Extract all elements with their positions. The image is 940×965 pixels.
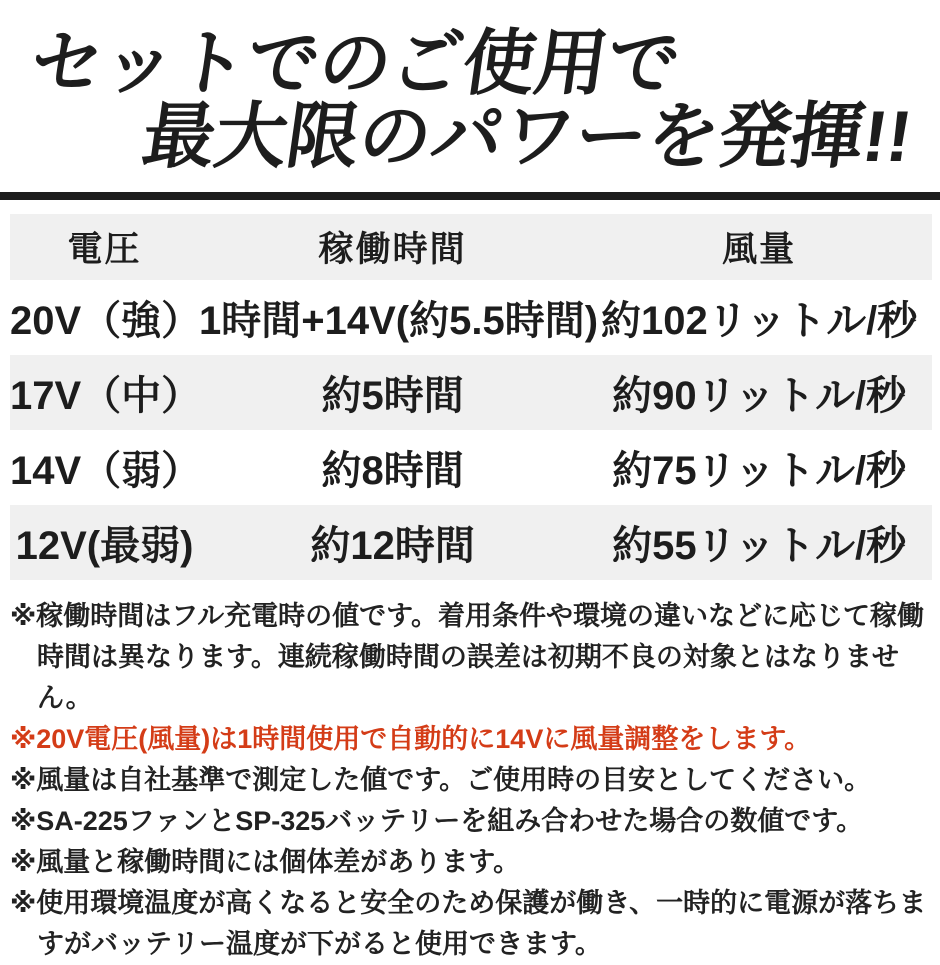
page-title (0, 0, 940, 177)
header-voltage: 電圧 (67, 230, 142, 269)
note-operating-time: ※稼働時間はフル充電時の値です。着用条件や環境の違いなどに応じて稼働時間は異なります。連続稼働時間の誤差は初期不良の対象とはなりません。 (10, 601, 925, 713)
note-auto-adjust-warning: ※20V電圧(風量)は1時間使用で自動的に14Vに風量調整をします。 (10, 724, 812, 754)
table-header-row (10, 214, 932, 280)
page-title-line1: セットでのご使用で (25, 24, 685, 104)
cell-duration: 約12時間 (310, 524, 475, 568)
spec-table (10, 214, 932, 580)
cell-voltage: 17V（中） (10, 374, 202, 418)
table-row-17v (10, 355, 932, 430)
table-row-14v (10, 430, 932, 505)
cell-airflow: 約55リットル/秒 (612, 524, 907, 568)
cell-airflow: 約75リットル/秒 (612, 449, 907, 493)
cell-airflow: 約90リットル/秒 (612, 374, 907, 418)
page-title-line2: 最大限のパワーを発揮!! (137, 97, 917, 177)
note-airflow-standard: ※風量は自社基準で測定した値です。ご使用時の目安としてください。 (10, 765, 872, 795)
table-row-12v (10, 505, 932, 580)
cell-duration: 約8時間 (321, 449, 464, 493)
table-row-20v (10, 280, 932, 355)
cell-voltage: 20V（強） (10, 299, 202, 343)
note-model-combination: ※SA-225ファンとSP-325バッテリーを組み合わせた場合の数値です。 (10, 806, 864, 836)
note-temperature-protection: ※使用環境温度が高くなると安全のため保護が働き、一時的に電源が落ちますがバッテリー温度が下がると使用できます。 (10, 888, 927, 959)
cell-duration: 約5時間 (321, 374, 464, 418)
cell-voltage: 12V(最弱) (15, 524, 194, 568)
notes-section (10, 596, 932, 965)
cell-airflow: 約102リットル/秒 (600, 299, 918, 343)
cell-duration: 1時間+14V(約5.5時間) (199, 299, 599, 343)
header-duration: 稼働時間 (318, 230, 467, 269)
note-individual-difference: ※風量と稼働時間には個体差があります。 (10, 847, 521, 877)
divider-bar (0, 192, 940, 200)
header-airflow: 風量 (722, 230, 797, 269)
cell-voltage: 14V（弱） (10, 449, 202, 493)
